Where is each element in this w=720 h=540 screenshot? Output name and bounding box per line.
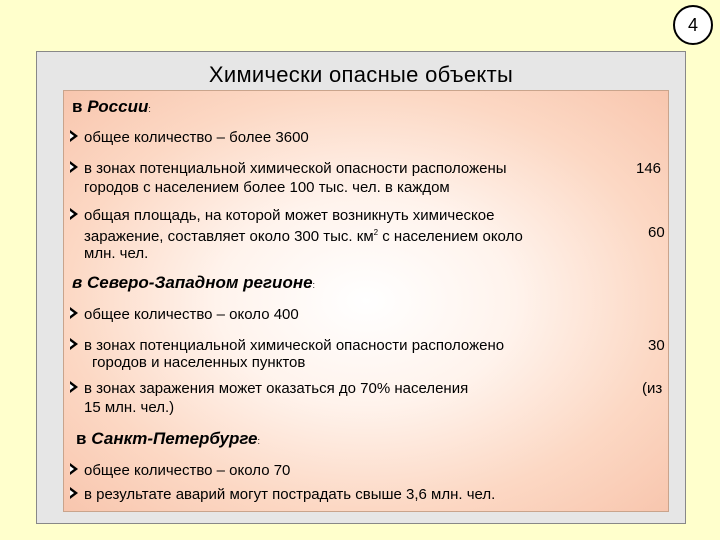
arrow-bullet-icon xyxy=(70,130,78,142)
list-item: в зонах потенциальной химической опасности расположено городов и населенных пунктов 30 xyxy=(70,337,660,377)
heading-colon: : xyxy=(257,436,260,446)
arrow-bullet-icon xyxy=(70,381,78,393)
heading-region: Санкт-Петербурге xyxy=(91,429,258,448)
arrow-bullet-icon xyxy=(70,307,78,319)
slide-panel xyxy=(36,51,686,524)
arrow-bullet-icon xyxy=(70,161,78,173)
heading-region: Северо-Западном регионе xyxy=(82,273,313,292)
heading-colon: : xyxy=(148,104,151,114)
list-item: в зонах заражения может оказаться до 70% населения 15 млн. чел.) (из xyxy=(70,380,660,420)
page-number: 4 xyxy=(687,14,698,35)
heading-colon: : xyxy=(312,280,316,290)
content-card: в России: общее количество – более 3600 в зонах потенциальной химической опасности расположены городов с населением более 100 тыс. чел. в каждом 146 общая площадь, на которой может возникнуть химическое заражение, составляет около 300 тыс. $км^2$ с населением около млн. чел. 60 в Северо-Западном регионе: общее количество – около 400 в зонах потенциальной химической опасности расположено городов и населенных пунктов 30 в зонах заражения может оказаться до 70% населения 15 млн. чел.) (из в Санкт-Петербурге: общее количество – около 70 в результате аварий могут пострадать свыше 3,6 млн. чел. xyxy=(63,90,669,512)
arrow-bullet-icon xyxy=(70,487,78,499)
value-30: 30 xyxy=(648,337,665,354)
section-heading-spb xyxy=(76,429,260,449)
section-heading-northwest xyxy=(72,273,315,293)
value-60: 60 xyxy=(648,224,665,241)
list-item: в зонах потенциальной химической опасности расположены городов с населением более 100 тыс. чел. в каждом 146 xyxy=(70,160,660,200)
list-item: общая площадь, на которой может возникнуть химическое заражение, составляет около 300 тыс. $км^2$ с населением около млн. чел. 60 xyxy=(70,207,660,261)
section-heading-russia xyxy=(72,97,151,117)
heading-region: России xyxy=(87,97,149,116)
arrow-bullet-icon xyxy=(70,208,78,220)
heading-prefix: в xyxy=(72,273,83,292)
arrow-bullet-icon xyxy=(70,463,78,475)
heading-prefix: в xyxy=(76,429,87,448)
value-of: (из xyxy=(642,380,663,397)
heading-prefix: в xyxy=(72,97,83,116)
value-146: 146 xyxy=(636,160,662,177)
slide-title: Химически опасные объекты xyxy=(208,62,514,87)
page-number-badge xyxy=(673,5,713,45)
arrow-bullet-icon xyxy=(70,338,78,350)
